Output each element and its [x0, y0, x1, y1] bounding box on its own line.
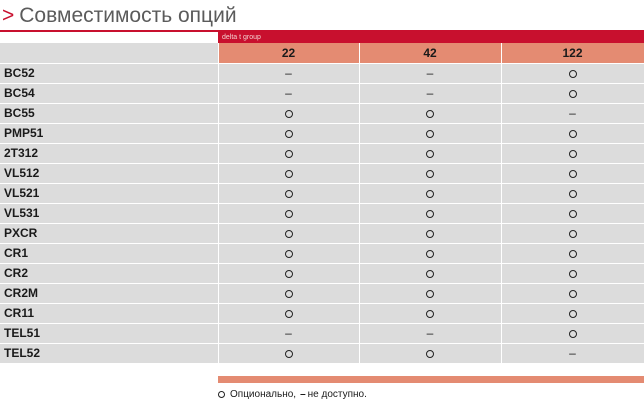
optional-circle-icon	[569, 270, 577, 278]
option-name: TEL51	[0, 323, 218, 343]
legend-dash: –	[300, 389, 306, 400]
optional-circle-icon	[569, 90, 577, 98]
table-row	[0, 323, 644, 343]
option-name: CR2M	[0, 283, 218, 303]
optional-circle-icon	[569, 210, 577, 218]
optional-circle-icon	[426, 250, 434, 258]
table-row	[0, 163, 644, 183]
option-name: CR2	[0, 263, 218, 283]
compatibility-cell	[359, 323, 501, 343]
unavailable-dash: –	[426, 66, 434, 81]
table-row	[0, 303, 644, 323]
page-title	[2, 3, 237, 29]
table-row	[0, 123, 644, 143]
optional-circle-icon	[218, 391, 225, 398]
compatibility-cell	[359, 143, 501, 163]
unavailable-dash: –	[426, 86, 434, 101]
option-name: VL531	[0, 203, 218, 223]
unavailable-dash: –	[569, 346, 576, 361]
compatibility-cell	[359, 223, 501, 243]
table-row	[0, 103, 644, 123]
compatibility-cell	[218, 343, 359, 363]
optional-circle-icon	[426, 310, 434, 318]
column-header: 22	[218, 43, 359, 63]
page-title-text: Совместимость опций	[19, 4, 237, 27]
compatibility-cell	[359, 103, 501, 123]
option-name: CR1	[0, 243, 218, 263]
optional-circle-icon	[569, 310, 577, 318]
unavailable-dash: –	[426, 326, 434, 341]
compatibility-cell	[501, 343, 644, 363]
unavailable-dash: –	[285, 86, 292, 101]
table-row	[0, 83, 644, 103]
optional-circle-icon	[285, 270, 293, 278]
compatibility-cell	[218, 63, 359, 83]
compatibility-cell	[218, 103, 359, 123]
optional-circle-icon	[285, 290, 293, 298]
option-name: VL512	[0, 163, 218, 183]
option-name: TEL52	[0, 343, 218, 363]
optional-circle-icon	[426, 150, 434, 158]
compatibility-cell	[359, 123, 501, 143]
option-name: BC52	[0, 63, 218, 83]
optional-circle-icon	[569, 250, 577, 258]
compatibility-cell	[501, 123, 644, 143]
compatibility-table	[0, 43, 644, 364]
optional-circle-icon	[569, 70, 577, 78]
legend-optional-text: Опционально,	[230, 389, 297, 400]
optional-circle-icon	[569, 150, 577, 158]
compatibility-cell	[359, 83, 501, 103]
optional-circle-icon	[569, 290, 577, 298]
table-row	[0, 343, 644, 363]
option-name: CR11	[0, 303, 218, 323]
compatibility-cell	[501, 163, 644, 183]
column-header: 122	[501, 43, 644, 63]
compatibility-cell	[501, 263, 644, 283]
compatibility-cell	[359, 63, 501, 83]
legend-unavailable-text: не доступно.	[307, 389, 367, 400]
compatibility-cell	[501, 323, 644, 343]
title-arrow-icon: >	[2, 4, 15, 27]
optional-circle-icon	[285, 230, 293, 238]
optional-circle-icon	[426, 210, 434, 218]
optional-circle-icon	[426, 190, 434, 198]
table-row	[0, 143, 644, 163]
legend	[218, 388, 367, 402]
table-row	[0, 283, 644, 303]
table-row	[0, 183, 644, 203]
optional-circle-icon	[569, 170, 577, 178]
optional-circle-icon	[285, 250, 293, 258]
compatibility-cell	[359, 303, 501, 323]
compatibility-cell	[218, 323, 359, 343]
compatibility-cell	[501, 283, 644, 303]
optional-circle-icon	[569, 190, 577, 198]
compatibility-cell	[218, 223, 359, 243]
compatibility-cell	[501, 183, 644, 203]
option-name: 2T312	[0, 143, 218, 163]
unavailable-dash: –	[285, 326, 292, 341]
compatibility-cell	[218, 303, 359, 323]
compatibility-cell	[359, 283, 501, 303]
option-name: BC55	[0, 103, 218, 123]
optional-circle-icon	[426, 270, 434, 278]
header-corner-cell	[0, 43, 218, 63]
compatibility-cell	[501, 303, 644, 323]
optional-circle-icon	[285, 190, 293, 198]
compatibility-cell	[501, 243, 644, 263]
table-header-row	[0, 43, 644, 63]
optional-circle-icon	[426, 230, 434, 238]
compatibility-cell	[501, 143, 644, 163]
optional-circle-icon	[426, 130, 434, 138]
compatibility-cell	[218, 143, 359, 163]
compatibility-cell	[218, 203, 359, 223]
optional-circle-icon	[426, 350, 434, 358]
table-footer-bar	[218, 376, 644, 383]
unavailable-dash: –	[569, 106, 576, 121]
group-label: delta t group	[222, 34, 261, 41]
optional-circle-icon	[569, 230, 577, 238]
option-name: VL521	[0, 183, 218, 203]
compatibility-cell	[501, 203, 644, 223]
table-row	[0, 203, 644, 223]
optional-circle-icon	[285, 110, 293, 118]
compatibility-cell	[359, 183, 501, 203]
compatibility-cell	[218, 163, 359, 183]
compatibility-cell	[359, 343, 501, 363]
compatibility-cell	[359, 163, 501, 183]
optional-circle-icon	[426, 170, 434, 178]
table-row	[0, 223, 644, 243]
table-row	[0, 263, 644, 283]
optional-circle-icon	[569, 130, 577, 138]
optional-circle-icon	[285, 170, 293, 178]
compatibility-cell	[501, 103, 644, 123]
compatibility-cell	[501, 63, 644, 83]
compatibility-cell	[218, 123, 359, 143]
compatibility-cell	[218, 243, 359, 263]
optional-circle-icon	[426, 290, 434, 298]
table-row	[0, 63, 644, 83]
compatibility-cell	[501, 83, 644, 103]
compatibility-cell	[218, 263, 359, 283]
compatibility-cell	[359, 203, 501, 223]
optional-circle-icon	[285, 150, 293, 158]
compatibility-cell	[359, 263, 501, 283]
column-header: 42	[359, 43, 501, 63]
group-header-bar	[218, 32, 644, 43]
optional-circle-icon	[426, 110, 434, 118]
compatibility-cell	[218, 283, 359, 303]
compatibility-cell	[218, 183, 359, 203]
optional-circle-icon	[285, 130, 293, 138]
table-row	[0, 243, 644, 263]
option-name: PXCR	[0, 223, 218, 243]
compatibility-cell	[218, 83, 359, 103]
option-name: BC54	[0, 83, 218, 103]
optional-circle-icon	[285, 350, 293, 358]
unavailable-dash: –	[285, 66, 292, 81]
compatibility-cell	[501, 223, 644, 243]
optional-circle-icon	[285, 210, 293, 218]
option-name: PMP51	[0, 123, 218, 143]
optional-circle-icon	[569, 330, 577, 338]
optional-circle-icon	[285, 310, 293, 318]
compatibility-cell	[359, 243, 501, 263]
